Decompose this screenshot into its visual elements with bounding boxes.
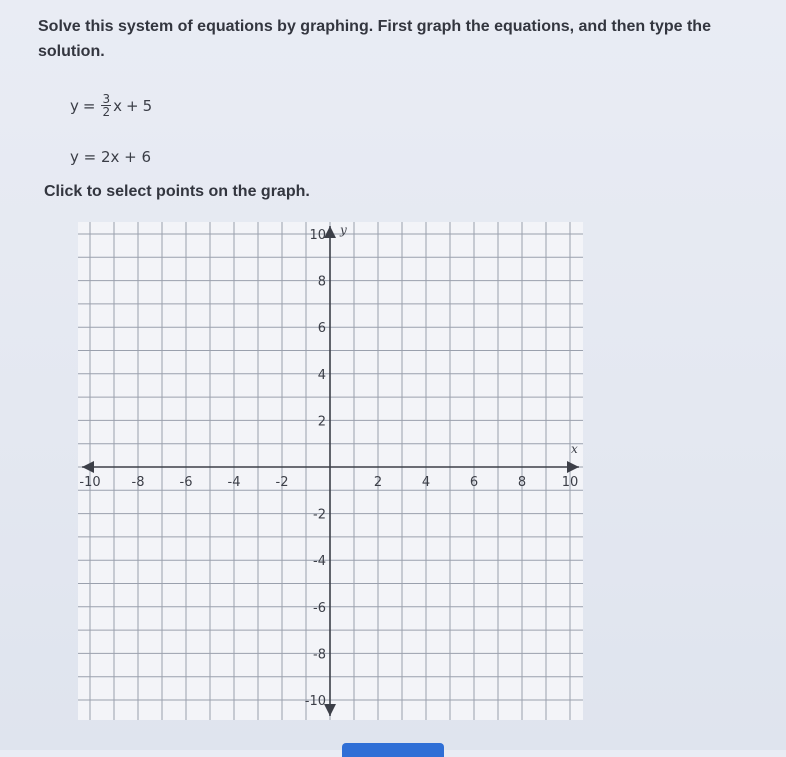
y-tick-label: 8	[317, 274, 326, 290]
x-tick-label: 10	[561, 475, 579, 490]
eq1-numerator: 3	[102, 92, 111, 106]
y-tick-label: -10	[304, 694, 326, 709]
x-tick-label: -2	[275, 475, 289, 490]
x-tick-label: -10	[79, 475, 101, 490]
eq1-operator: +	[126, 96, 139, 115]
y-tick-label: -4	[313, 554, 326, 570]
eq1-denominator: 2	[102, 105, 111, 119]
x-tick-label: 2	[373, 475, 383, 490]
x-axis-label: x	[571, 442, 578, 456]
graph-instruction: Click to select points on the graph.	[44, 183, 310, 200]
x-tick-label: -6	[179, 475, 193, 490]
eq1-lhs: y	[70, 96, 79, 115]
graph-canvas[interactable]	[78, 222, 583, 720]
y-tick-label: 4	[317, 367, 326, 383]
y-tick-label: -6	[313, 600, 326, 616]
eq1-equals: =	[82, 96, 96, 115]
submit-button[interactable]	[342, 743, 444, 757]
equation-1	[70, 93, 152, 118]
problem-prompt: Solve this system of equations by graphing. First graph the equations, and then type the solution.	[38, 18, 711, 60]
eq1-variable: x	[113, 96, 122, 115]
y-tick-label: -2	[313, 507, 326, 523]
equation-2: y = 2x + 6	[70, 148, 152, 166]
y-tick-label: 6	[317, 321, 326, 337]
x-tick-label: -4	[227, 475, 241, 490]
y-tick-label: 10	[309, 228, 326, 243]
y-tick-label: 2	[317, 414, 326, 430]
y-axis-label: y	[340, 223, 347, 237]
x-tick-label: 4	[421, 475, 431, 490]
x-tick-label: 6	[469, 475, 479, 490]
coordinate-graph[interactable]	[78, 222, 583, 725]
eq1-fraction	[101, 93, 111, 118]
x-tick-label: 8	[517, 475, 527, 490]
y-tick-label: -8	[313, 647, 326, 663]
x-tick-label: -8	[131, 475, 145, 490]
eq1-constant: 5	[142, 96, 153, 115]
